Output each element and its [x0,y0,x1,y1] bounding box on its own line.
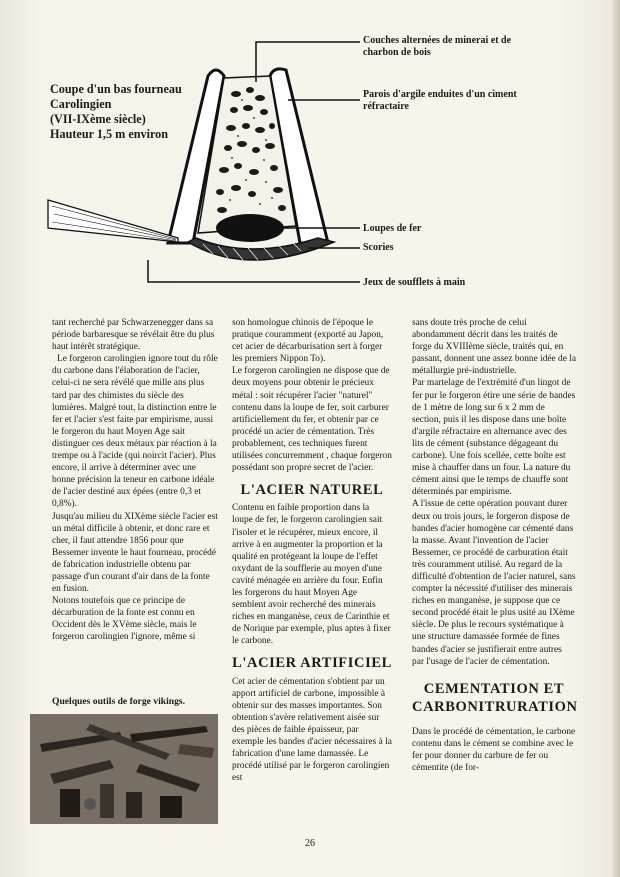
col3-paragraph-4: Dans le procédé de cémentation, le carbone contenu dans le cément se combine avec le fer pour donner du carbure de fer ou cémentite (de for- [412,726,576,773]
bellows-nozzle [48,200,178,242]
col1-paragraph-4: Notons toutefois que ce principe de décarburation de la fonte est connu en Occident dès le XVème siècle, mais le forgeron carolingien l'ignore, même si [52,596,197,643]
vikings-tools-caption: Quelques outils de forge vikings. [52,696,185,707]
caption-line-1: Coupe d'un bas fourneau [50,82,182,96]
heading-cementation [412,680,576,716]
column-2 [232,317,392,784]
label-parois-line-1: Parois d'argile enduites d'un ciment [363,89,517,100]
page-number: 26 [305,838,315,849]
label-loupes: Loupes de fer [363,223,422,234]
col2-paragraph-1: son homologue chinois de l'époque le pratique couramment (exporté au Japon, cet acier de décarburisation sert à forger les premiers Nippon To). [232,318,384,365]
diagram-caption [50,82,220,142]
label-jeux: Jeux de soufflets à main [363,277,466,288]
label-couches-line-1: Couches alternées de minerai et de [363,35,512,46]
viking-tools-photo [30,714,218,824]
col1-paragraph-3: Jusqu'au milieu du XIXème siècle l'acier est un métal difficile à obtenir, et donc rare et cher, il faut attendre 1856 pour que Bessemer invente le haut fourneau, procédé de fabrication industrielle obtenu par passage d'un courant d'air dans de la fonte en fusion. [52,511,218,595]
label-parois-line-2: réfractaire [363,101,409,112]
col1-paragraph-1: tant recherché par Schwarzenegger dans sa période barbaresque se révélait être du plus haut intérêt stratégique. [52,318,215,353]
heading-cementation-line-1: CEMENTATION ET [423,680,565,697]
caption-line-3: (VII-IXème siècle) [50,112,146,126]
column-1 [52,317,218,644]
slag-pit [188,238,334,260]
leader-jeux [148,260,360,282]
label-couches-line-2: charbon de bois [363,47,431,58]
col1-paragraph-2: Le forgeron carolingien ignore tout du rôle du carbone dans l'élaboration de l'acier, celui-ci ne sera révélé que mille ans plus tard par des chimistes du siècle des lumières. Malgré tout, la distinction entre le fer et l'acier s'est faite par empirisme, aussi le forgeron du haut Moyen Age sait distinguer ces deux métaux par réaction à la trempe ou à l'acide (qui noircit l'acier). Plus encore, il arrive à déterminer avec une bonne précision la teneur en carbone idéale de l'acier destiné aux épées (entre 0,3 et 0,8%). [52,354,218,510]
col3-paragraph-1: sans doute très proche de celui abondamment décrit dans les traités de forge du XVIIIème siècle, traités qui, en passant, donnent une assez bonne idée de la métallurgie pré-industrielle. [412,318,577,377]
caption-line-4: Hauteur 1,5 m environ [50,127,169,141]
col3-paragraph-3: A l'issue de cette opération pouvant durer deux ou trois jours, le forgeron dispose de bandes d'acier homogène car cémenté dans la masse. Avant l'invention de l'acier Bessemer, ce procédé de carburation était très couramment utilisé. Au regard de la difficulté d'obtention de l'acier naturel, sans compter la nécessité d'utiliser des minerais riches en manganèse, je suppose que ce second procédé était le plus usité au IXème siècle. De plus le recours systématique à une structure damassée formée de fines bandes d'acier se justifierait entre autres par l'usage de l'acier de cémentation. [412,499,576,667]
col2-paragraph-2: Le forgeron carolingien ne dispose que de deux moyens pour obtenir le précieux métal : soit récupérer l'acier "naturel" contenu dans la loupe de fer, soit carburer artificiellement du fer, et obtenir par ce procédé un acier de cémentation. Très probablement, ces techniques furent utilisées concurremment , chaque forgeron possédant son propre secret de l'acier. [232,366,392,474]
column-3 [412,317,576,774]
heading-acier-artificiel: L'ACIER ARTIFICIEL [232,655,392,672]
label-scories: Scories [363,242,394,253]
label-couches [363,35,511,59]
heading-acier-naturel: L'ACIER NATUREL [240,482,384,499]
furnace-cross-section-diagram [38,28,598,298]
label-parois [363,89,517,113]
heading-cementation-line-2: CARBONITRURATION [412,698,578,715]
col2-paragraph-4: Cet acier de cémentation s'obtient par un apport artificiel de carbone, impossible à obtenir sur des masses importantes. Son obtention s'avère relativement aisée sur des pièces de faible épaisseur, par exemple les bandes d'acier nécessaires à la fabrication d'une lame damassée. Le procédé utilisé par le forgeron carolingien est [232,676,392,784]
iron-bloom [216,214,284,242]
col2-paragraph-3: Contenu en faible proportion dans la loupe de fer, le forgeron carolingien sait l'isoler et le récupérer, mieux encore, il arrive à en augmenter la proportion et la qualité en protégeant la loupe de l'effet oxydant de la soufflerie au moyen d'une cavité ménagée en arrière du four. Enfin les forgerons du haut Moyen Age semblent avoir recherché des minerais riches en manganèse, ceux de Carinthie et de Norique par exemple, plus aptes à fixer le carbone. [232,503,391,647]
page-binding-edge [612,0,620,877]
col3-paragraph-2: Par martelage de l'extrémité d'un lingot de fer pur le forgeron étire une série de bandes de 1 mètre de long sur 6 x 2 mm de section, puis il les dispose dans une boîte d'argile réfractaire en alternance avec des lits de cément (substance dégageant du carbone). Une fois scellée, cette boîte est mise à chauffer dans un four. La nature du cément ainsi que le temps de chauffe sont déterminés par empirisme. [412,378,576,498]
caption-line-2: Carolingien [50,97,112,111]
